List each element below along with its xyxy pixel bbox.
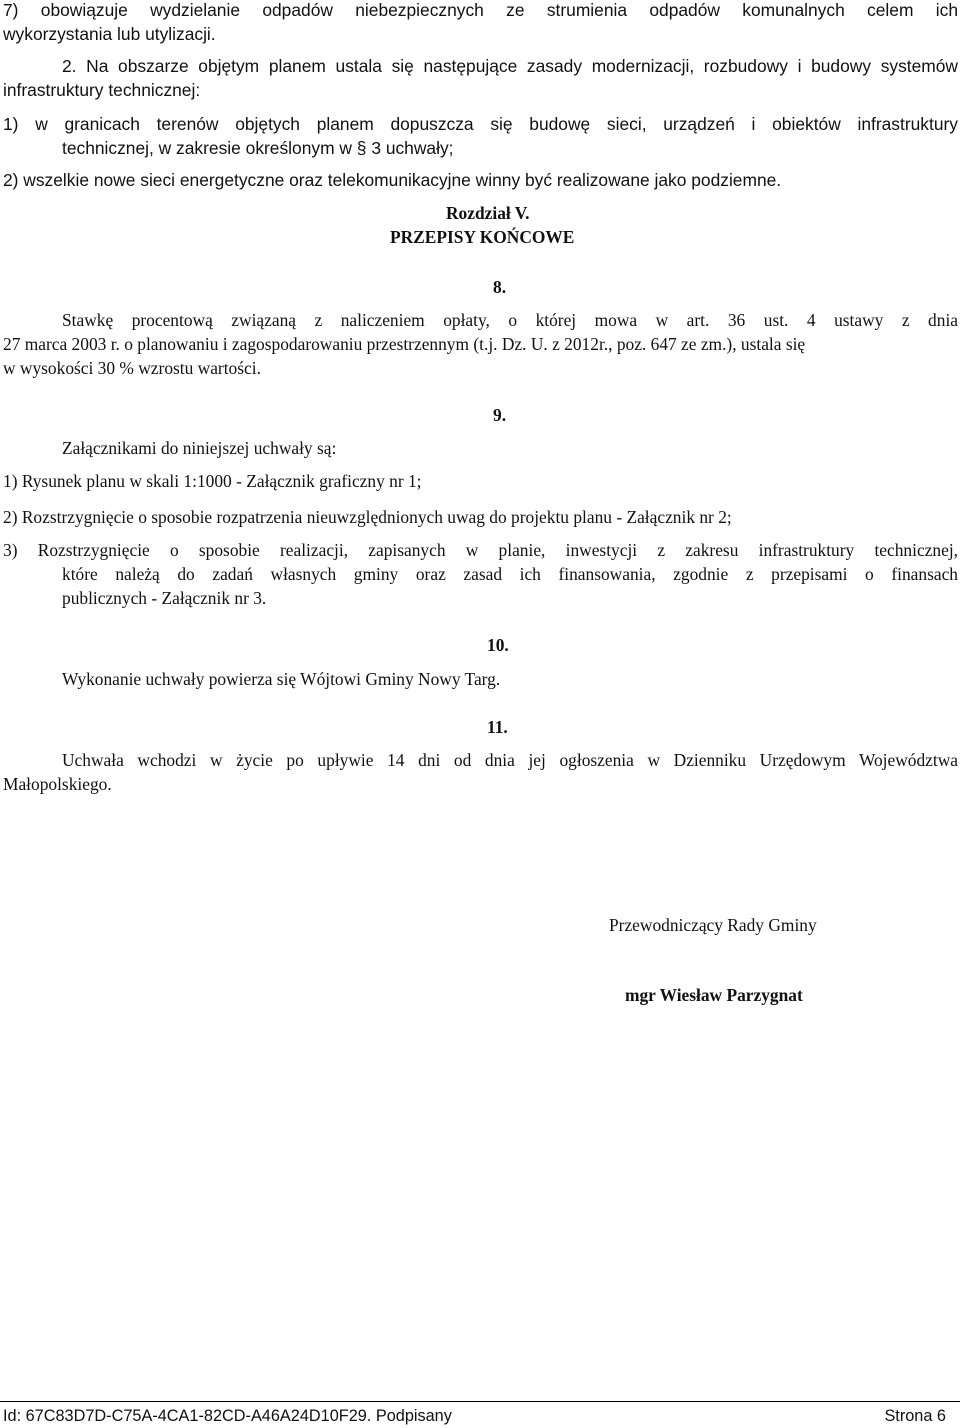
item-7-line-1: 7) obowiązuje wydzielanie odpadów niebezpiecznych ze strumienia odpadów komunalnych celem ich [3, 0, 958, 20]
section-10-text: Wykonanie uchwały powierza się Wójtowi Gminy Nowy Targ. [62, 669, 501, 689]
section-9-item-1: 1) Rysunek planu w skali 1:1000 - Załącznik graficzny nr 1; [3, 471, 422, 491]
item-7-line-2: wykorzystania lub utylizacji. [3, 24, 216, 44]
section-11-number: 11. [487, 717, 508, 737]
signature-role: Przewodniczący Rady Gminy [609, 915, 817, 935]
signature-name: mgr Wiesław Parzygnat [625, 985, 803, 1005]
section-9-item-3-line-3: publicznych - Załącznik nr 3. [62, 588, 267, 608]
section-9-intro: Załącznikami do niniejszej uchwały są: [62, 438, 337, 458]
section-8-line-3: w wysokości 30 % wzrostu wartości. [3, 358, 261, 378]
section-11-line-2: Małopolskiego. [3, 774, 112, 794]
footer-page-number: Strona 6 [884, 1407, 946, 1425]
section-9-item-3-line-2: które należą do zadań własnych gminy oraz zasad ich finansowania, zgodnie z przepisami o finansach [62, 564, 958, 584]
paragraph-2-item-1-line-2: technicznej, w zakresie określonym w § 3 uchwały; [62, 138, 454, 158]
paragraph-2-line-1: 2. Na obszarze objętym planem ustala się następujące zasady modernizacji, rozbudowy i budowy systemów [62, 56, 958, 76]
section-sign: § [356, 138, 367, 158]
paragraph-2-line-2: infrastruktury technicznej: [3, 80, 201, 100]
section-9-item-2: 2) Rozstrzygnięcie o sposobie rozpatrzenia nieuwzględnionych uwag do projektu planu - Załącznik nr 2; [3, 507, 732, 527]
paragraph-2-item-1-line-1: 1) w granicach terenów objętych planem dopuszcza się budowę sieci, urządzeń i obiektów infrastruktury [3, 114, 958, 134]
footer-rule [0, 1401, 960, 1402]
footer-document-id: Id: 67C83D7D-C75A-4CA1-82CD-A46A24D10F29. Podpisany [3, 1407, 452, 1425]
section-11-line-1: Uchwała wchodzi w życie po upływie 14 dni od dnia jej ogłoszenia w Dzienniku Urzędowym Województwa [62, 750, 958, 770]
section-8-number: 8. [493, 277, 507, 297]
section-10-number: 10. [487, 635, 509, 655]
section-8-line-1: Stawkę procentową związaną z naliczeniem opłaty, o której mowa w art. 36 ust. 4 ustawy z dnia [62, 310, 958, 330]
chapter-subtitle: PRZEPISY KOŃCOWE [390, 227, 575, 247]
section-8-line-2: 27 marca 2003 r. o planowaniu i zagospodarowaniu przestrzennym (t.j. Dz. U. z 2012r., poz. 647 ze zm.), ustala się [3, 334, 806, 354]
section-9-number: 9. [493, 405, 507, 425]
paragraph-2-item-2: 2) wszelkie nowe sieci energetyczne oraz telekomunikacyjne winny być realizowane jako podziemne. [3, 170, 782, 190]
section-9-item-3-line-1: 3) Rozstrzygnięcie o sposobie realizacji, zapisanych w planie, inwestycji z zakresu infrastruktury technicznej, [3, 540, 958, 560]
chapter-title: Rozdział V. [446, 203, 530, 223]
